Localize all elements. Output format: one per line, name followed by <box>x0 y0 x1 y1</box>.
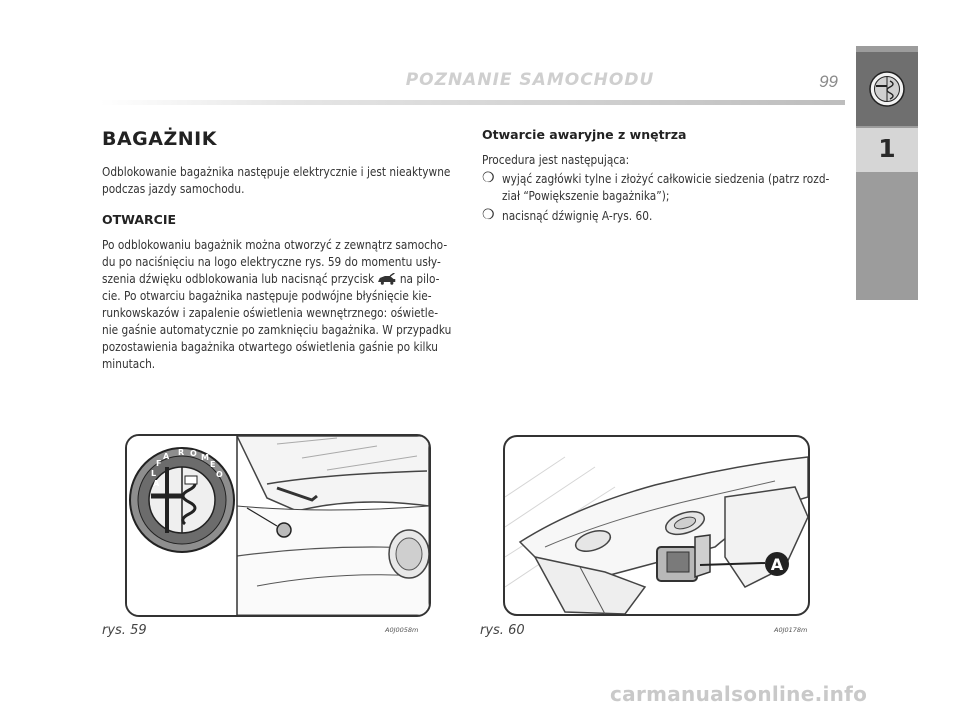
intro-paragraph <box>102 164 506 198</box>
badge-letter: A <box>153 479 160 488</box>
procedure-step <box>502 171 842 205</box>
badge-letter: A <box>163 452 170 461</box>
header-rule <box>100 100 845 105</box>
badge-letter: O <box>190 449 197 458</box>
badge-letter: E <box>210 460 216 469</box>
callout-label-a: A <box>770 555 784 574</box>
rear-trunk-logo-illustration <box>127 436 429 615</box>
badge-letter: F <box>156 459 162 468</box>
watermark[interactable]: carmanualsonline.info <box>610 682 868 706</box>
body-line <box>102 271 506 288</box>
figure-60-caption: rys. 60 <box>480 623 525 638</box>
badge-letter: R <box>178 448 185 457</box>
figure-59-rear-logo <box>125 434 431 617</box>
intro-line: Odblokowanie bagażnika następuje elektrycznie i jest nieaktywne <box>102 165 451 179</box>
step-line: ział “Powiększenie bagażnika”); <box>502 189 670 203</box>
figure-60-code: A0J0178m <box>774 626 808 634</box>
subsection-heading: OTWARCIE <box>102 212 177 227</box>
step-line: nacisnąć dźwignię A-rys. 60. <box>502 209 653 223</box>
emergency-release-lever-illustration <box>505 437 808 614</box>
body-line: cie. Po otwarciu bagażnika następuje podwójne błyśnięcie kie- <box>102 289 432 303</box>
chapter-tab-logo-box[interactable] <box>856 52 918 126</box>
bullet-mark: ❍ <box>482 206 495 222</box>
badge-letter: O <box>216 470 223 479</box>
figure-60-release-lever <box>503 435 810 616</box>
section-heading: BAGAŻNIK <box>102 128 217 150</box>
step-line: wyjąć zagłówki tylne i złożyć całkowicie siedzenia (patrz rozd- <box>502 172 830 186</box>
body-line: minutach. <box>102 357 156 371</box>
bullet-mark: ❍ <box>482 169 495 185</box>
intro-line: podczas jazdy samochodu. <box>102 182 245 196</box>
figure-59-caption: rys. 59 <box>102 623 147 638</box>
body-line-text: szenia dźwięku odblokowania lub nacisnąć przycisk <box>102 272 375 286</box>
body-line: pozostawienia bagażnika otwartego oświetlenia gaśnie po kilku <box>102 340 438 354</box>
car-trunk-open-icon <box>378 273 397 285</box>
chapter-number: 1 <box>878 134 896 163</box>
figure-59-code: A0J0058m <box>385 626 419 634</box>
procedure-intro: Procedura jest następująca: <box>482 153 630 167</box>
badge-letter: M <box>201 453 209 462</box>
emergency-opening-heading: Otwarcie awaryjne z wnętrza <box>482 127 687 142</box>
body-line: nie gaśnie automatycznie po zamknięciu bagażnika. W przypadku <box>102 323 452 337</box>
body-line-text: na pilo- <box>399 272 440 286</box>
badge-letter: L <box>151 469 157 478</box>
alfa-romeo-badge-icon <box>856 52 918 126</box>
chapter-header-title: POZNANIE SAMOCHODU <box>405 70 655 90</box>
body-line: runkowskazów i zapalenie oświetlenia wewnętrznego: oświetle- <box>102 306 439 320</box>
body-line: Po odblokowaniu bagażnik można otworzyć z zewnątrz samocho- <box>102 238 448 252</box>
body-paragraph <box>102 237 506 373</box>
body-line: du po naciśnięciu na logo elektryczne rys. 59 do momentu usły- <box>102 255 441 269</box>
page-number: 99 <box>819 72 838 91</box>
procedure-step <box>502 208 842 225</box>
